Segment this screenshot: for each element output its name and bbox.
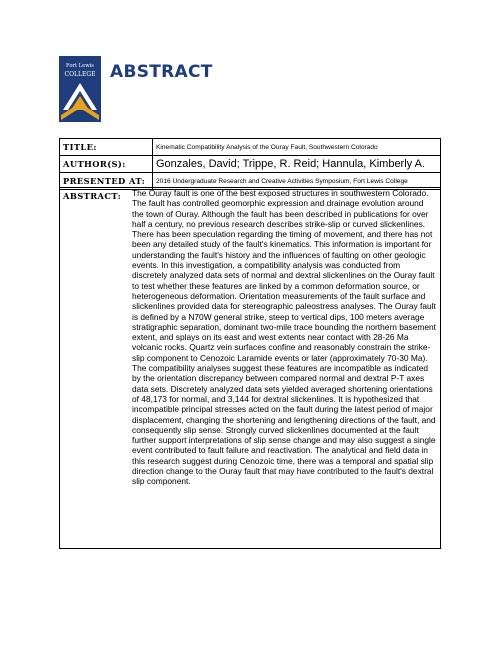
abstract-label: ABSTRACT: <box>63 191 122 201</box>
title-row <box>60 139 441 156</box>
presented-value: 2016 Undergraduate Research and Creative Activities Symposium, Fort Lewis College <box>153 173 441 190</box>
title-label: TITLE: <box>60 139 153 156</box>
title-value: Kinematic Compatibility Analysis of the Ouray Fault, Southwestern Colorado <box>153 139 441 156</box>
logo-text-line2: COLLEGE <box>64 71 96 78</box>
abstract-text: The Ouray fault is one of the best exposed structures in southwestern Colorado. The fault has controlled geomorphic expression and drainage evolution around the town of Ouray. Although the fault has been described in publications for over half a century, no previous research describes strike-slip or curved slickenlines. There has been speculation regarding the timing of movement, and there has not been any detailed study of the fault's kinematics. This information is important for understanding the fault's history and the influences of faulting on other geologic events. In this investigation, a compatibility analysis was conducted from discretely analyzed data sets of normal and dextral slickenlines on the Ouray fault to test whether these features are linked by a common deformation source, or heterogeneous deformation. Orientation measurements of the fault surface and slickenlines provided data for stereographic paleostress analyses. The Ouray fault is defined by a N70W general strike, steep to vertical dips, 100 meters average stratigraphic separation, dominant two-mile trace bounding the northern basement extent, and splays on its east and west extents near contact with 28-26 Ma volcanic rocks. Quartz vein surfaces confine and reasonably constrain the strike-slip component to Cenozoic Laramide events or later (approximately 70-30 Ma). The compatibility analyses suggest these features are incompatible as indicated by the orientation discrepancy between compared normal and dextral P-T axes data sets. Discretely analyzed data sets yielded averaged shortening orientations of 48,173 for normal, and 3,144 for dextral slickenlines. It is hypothesized that incompatible principal stresses acted on the fault during the latest period of major displacement, changing the shortening and lengthening directions of the fault, and consequently slip sense. Strongly curved slickenlines documented at the fault further support interpretations of slip sense change and may also suggest a single event contributed to fault failure and reactivation. The analytical and field data in this research suggest during Cenozoic time, there was a temporal and spatial slip direction change to the Ouray fault that may have contributed to the fault's dextral slip component. <box>132 188 436 487</box>
abstract-box <box>59 187 441 549</box>
page-heading: ABSTRACT <box>110 62 213 82</box>
logo-text-line1: Fort Lewis <box>66 63 94 69</box>
metadata-table <box>59 138 441 190</box>
college-logo <box>59 56 101 122</box>
presented-label: PRESENTED AT: <box>60 173 153 190</box>
authors-value: Gonzales, David; Trippe, R. Reid; Hannula, Kimberly A. <box>153 156 441 173</box>
authors-label: AUTHOR(S): <box>60 156 153 173</box>
authors-row <box>60 156 441 173</box>
